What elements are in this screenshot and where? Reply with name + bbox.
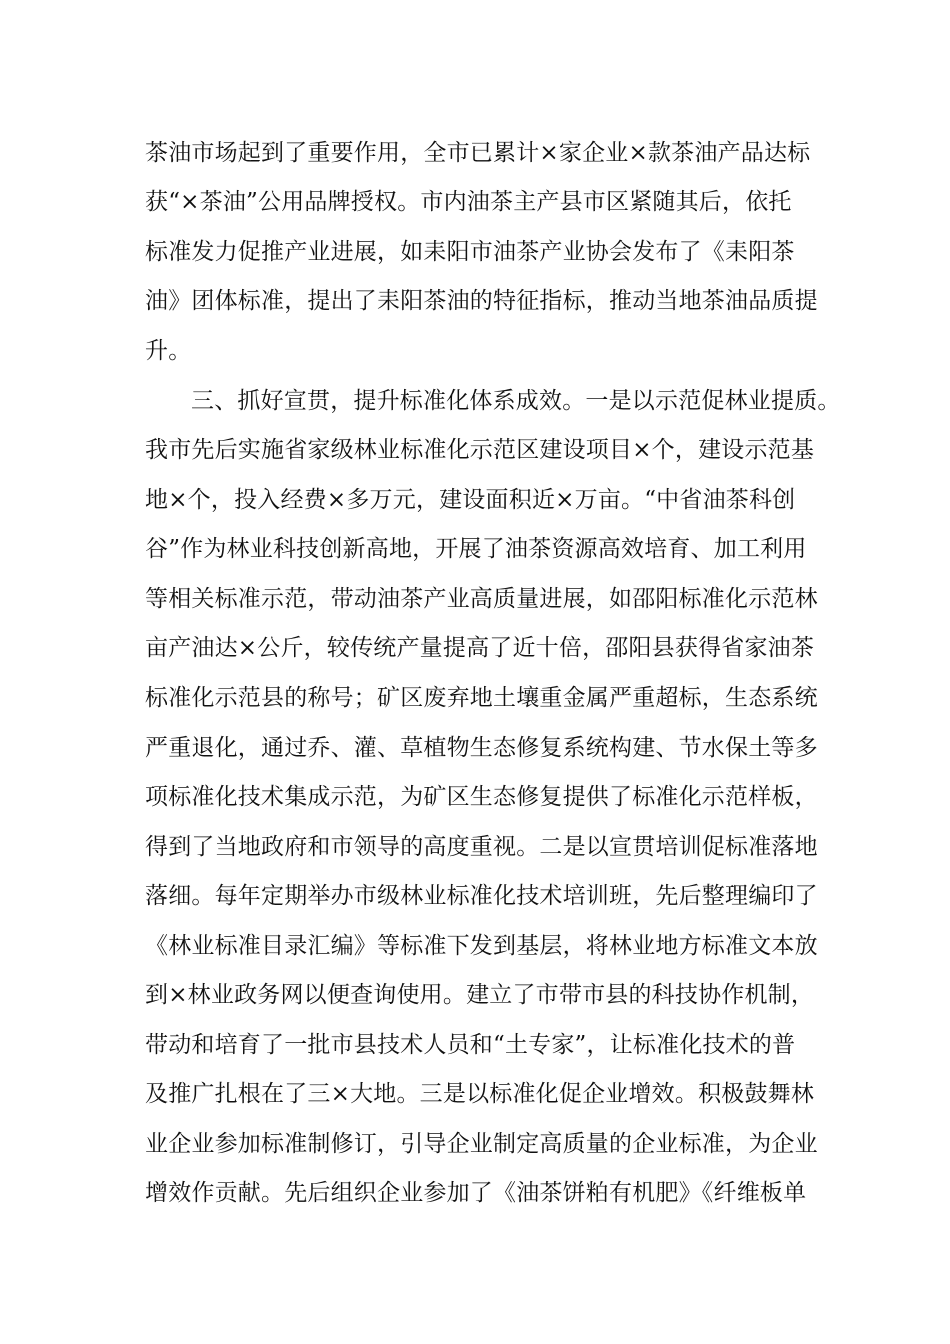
text-line: 及推广扎根在了三×大地。三是以标准化促企业增效。积极鼓舞林 [145,1081,815,1107]
text-line: 标准发力促推产业进展，如耒阳市油茶产业协会发布了《耒阳茶 [145,239,795,265]
text-line: 项标准化技术集成示范，为矿区生态修复提供了标准化示范样板， [145,784,818,810]
text-line: 谷”作为林业科技创新高地，开展了油茶资源高效培育、加工利用 [145,536,807,562]
text-line: 落细。每年定期举办市级林业标准化技术培训班，先后整理编印了 [145,883,818,909]
text-line: 等相关标准示范，带动油茶产业高质量进展，如邵阳标准化示范林 [145,586,818,612]
text-line: 增效作贡献。先后组织企业参加了《油茶饼粕有机肥》《纤维板单 [145,1180,807,1206]
text-line: 严重退化，通过乔、灌、草植物生态修复系统构建、节水保土等多 [145,735,818,761]
text-line: 标准化示范县的称号；矿区废弃地土壤重金属严重超标，生态系统 [145,685,818,711]
text-line: 茶油市场起到了重要作用，全市已累计×家企业×款茶油产品达标 [145,140,811,166]
text-line: 地×个，投入经费×多万元，建设面积近×万亩。“中省油茶科创 [145,487,796,513]
text-line: 我市先后实施省家级林业标准化示范区建设项目×个，建设示范基 [145,437,815,463]
text-line: 获“×茶油”公用品牌授权。市内油茶主产县市区紧随其后，依托 [145,189,792,215]
text-line: 亩产油达×公斤，较传统产量提高了近十倍，邵阳县获得省家油茶 [145,635,815,661]
paragraph-start-line: 三、抓好宣贯，提升标准化体系成效。一是以示范促林业提质。 [191,388,841,414]
text-line: 油》团体标准，提出了耒阳茶油的特征指标，推动当地茶油品质提 [145,288,818,314]
text-line: 升。 [145,338,192,364]
text-line: 得到了当地政府和市领导的高度重视。二是以宣贯培训促标准落地 [145,834,818,860]
text-line: 《林业标准目录汇编》等标准下发到基层，将林业地方标准文本放 [145,933,818,959]
text-line: 带动和培育了一批市县技术人员和“土专家”，让标准化技术的普 [145,1032,796,1058]
text-line: 业企业参加标准制修订，引导企业制定高质量的企业标准，为企业 [145,1131,818,1157]
text-line: 到×林业政务网以便查询使用。建立了市带市县的科技协作机制， [145,982,815,1008]
